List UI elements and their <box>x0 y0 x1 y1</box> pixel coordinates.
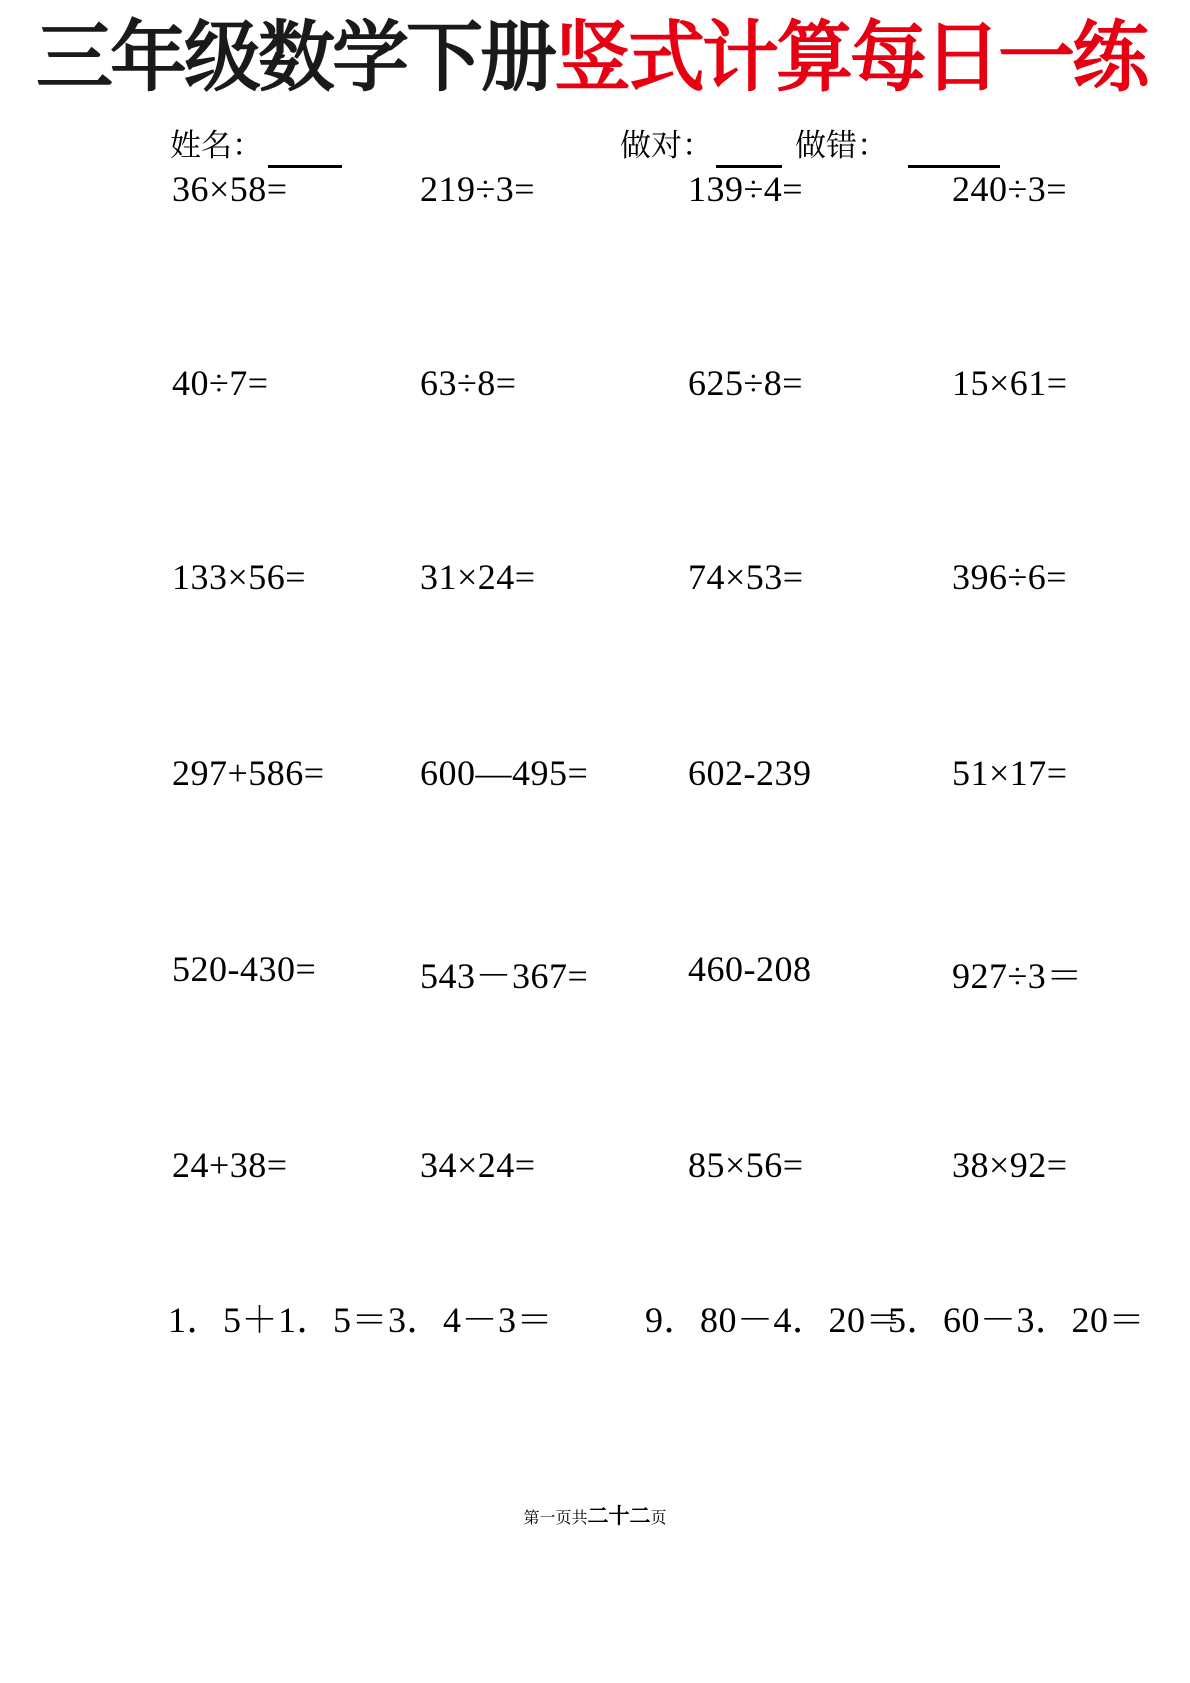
math-problem: 40÷7= <box>172 363 269 403</box>
math-problem: 36×58= <box>172 169 288 209</box>
problem-row-5 <box>0 948 1190 998</box>
math-problem: 9．80－4．20＝ <box>645 1300 903 1340</box>
name-blank-line <box>268 143 342 168</box>
problem-row-4 <box>0 752 1190 802</box>
correct-count-label: 做对： <box>620 128 713 163</box>
math-problem: 3．4－3＝ <box>388 1300 554 1340</box>
math-problem: 219÷3= <box>420 169 536 209</box>
math-problem: 133×56= <box>172 557 307 597</box>
math-problem: 602-239 <box>688 753 812 793</box>
footer-suffix: 页 <box>650 1510 667 1527</box>
math-problem: 240÷3= <box>952 169 1068 209</box>
math-problem: 15×61= <box>952 363 1068 403</box>
problem-row-2 <box>0 362 1190 412</box>
math-problem: 139÷4= <box>688 169 804 209</box>
problem-row-7 <box>0 1292 1190 1342</box>
math-problem: 520-430= <box>172 949 317 989</box>
page-title <box>36 15 1146 101</box>
math-problem: 625÷8= <box>688 363 804 403</box>
math-problem: 31×24= <box>420 557 536 597</box>
math-problem: 543－367= <box>420 956 589 996</box>
problem-row-1 <box>0 168 1190 218</box>
math-problem: 600—495= <box>420 753 589 793</box>
problem-row-6 <box>0 1144 1190 1194</box>
footer-prefix: 第一页共 <box>523 1510 588 1527</box>
problem-row-3 <box>0 556 1190 606</box>
page-number-footer <box>0 1500 1190 1530</box>
math-problem: 74×53= <box>688 557 804 597</box>
math-problem: 5．60－3．20＝ <box>888 1300 1146 1340</box>
footer-total-pages: 二十二 <box>587 1505 651 1528</box>
math-problem: 51×17= <box>952 753 1068 793</box>
math-problem: 34×24= <box>420 1145 536 1185</box>
wrong-count-label: 做错： <box>795 128 888 163</box>
math-problem: 63÷8= <box>420 363 517 403</box>
math-problem: 85×56= <box>688 1145 804 1185</box>
title-grade-part: 三年级数学下册 <box>36 15 554 101</box>
wrong-blank-line <box>908 143 1000 168</box>
math-problem: 38×92= <box>952 1145 1068 1185</box>
correct-blank-line <box>716 143 782 168</box>
title-practice-part: 竖式计算每日一练 <box>554 15 1146 101</box>
math-problem: 460-208 <box>688 949 812 989</box>
math-problem: 927÷3＝ <box>952 956 1083 996</box>
name-label: 姓名： <box>170 128 263 163</box>
math-problem: 396÷6= <box>952 557 1068 597</box>
math-problem: 1．5＋1．5＝ <box>168 1300 389 1340</box>
math-problem: 297+586= <box>172 753 325 793</box>
math-problem: 24+38= <box>172 1145 288 1185</box>
